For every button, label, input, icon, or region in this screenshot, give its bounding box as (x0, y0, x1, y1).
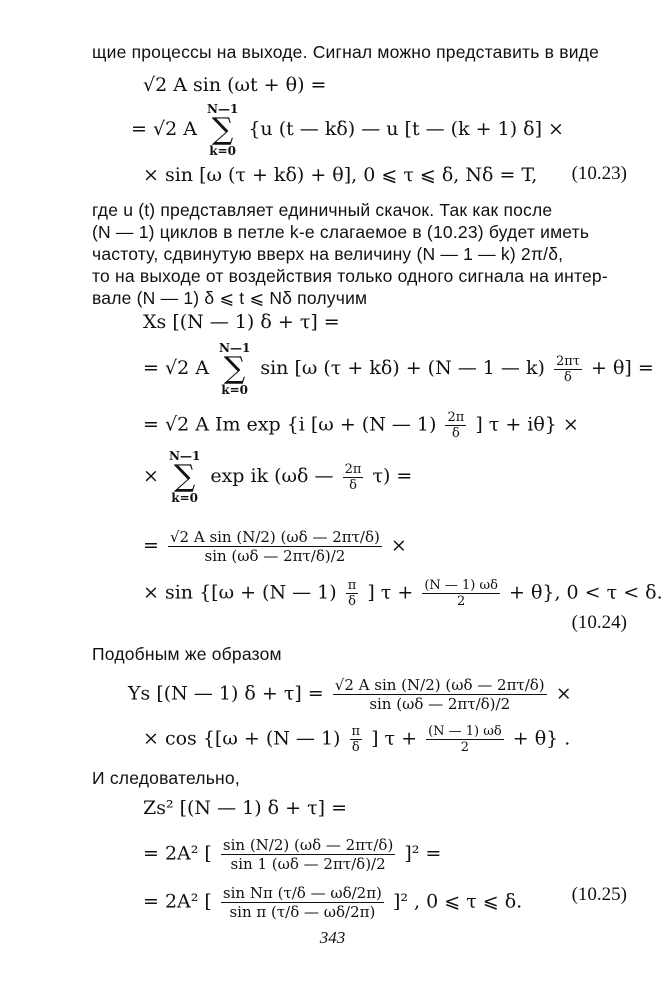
fraction-numerator: 2πτ (555, 353, 580, 369)
sum-sign: ∑ (173, 459, 196, 494)
equation-part: ] τ + (371, 727, 418, 750)
fraction-denominator: δ (348, 594, 356, 609)
equation-part: = 2A² [ (143, 890, 212, 913)
page-number: 343 (319, 928, 346, 947)
equation-part: = √2 A (143, 357, 209, 379)
equation-part: × cos {[ω + (N — 1) (143, 727, 341, 750)
fraction (445, 410, 466, 441)
equation-part: + θ] = (591, 357, 654, 379)
equation-part: × sin {[ω + (N — 1) (143, 581, 337, 604)
fraction-denominator: δ (564, 369, 572, 385)
equation-number: (10.25) (571, 884, 627, 905)
equation-line: Zs² [(N — 1) δ + τ] = (143, 797, 347, 819)
equation-line (143, 836, 441, 873)
fraction-denominator: δ (451, 426, 460, 441)
fraction-numerator: π (347, 578, 357, 593)
equation-line (143, 450, 412, 504)
fraction-denominator: sin (ωδ — 2πτ/δ)/2 (204, 547, 346, 565)
equation-number: (10.23) (571, 163, 627, 184)
equation-line (143, 528, 407, 565)
text-line: (N — 1) циклов в петле k-е слагаемое в (10.23) будет иметь (92, 222, 590, 242)
text-line: где u (t) представляет единичный скачок. Так как после (92, 200, 553, 220)
equation-part: ]² = (404, 842, 442, 865)
sum-upper-limit: N—1 (218, 341, 251, 355)
summation (207, 103, 238, 157)
equation-part: Ys [(N — 1) δ + τ] = (128, 682, 324, 705)
fraction-numerator: sin (N/2) (ωδ — 2πτ/δ) (222, 836, 394, 854)
equation-part: = √2 A (131, 118, 197, 140)
equation-part: = (143, 534, 159, 557)
fraction-denominator: 2 (460, 740, 470, 755)
fraction (168, 528, 382, 565)
sum-lower-limit: k=0 (171, 491, 198, 505)
fraction (426, 724, 504, 755)
fraction-numerator: √2 A sin (N/2) (ωδ — 2πτ/δ) (334, 676, 545, 694)
equation-part: + θ}, 0 < τ < δ. (508, 581, 663, 604)
fraction-numerator: sin Nπ (τ/δ — ωδ/2π) (222, 884, 382, 902)
fraction-numerator: (N — 1) ωδ (424, 578, 498, 593)
text-line: И следовательно, (92, 768, 240, 788)
fraction-numerator: √2 A sin (N/2) (ωδ — 2πτ/δ) (169, 528, 380, 546)
fraction (422, 578, 500, 609)
equation-line (143, 724, 570, 755)
equation-line (131, 103, 564, 157)
equation-part: exp ik (ωδ — (210, 465, 334, 487)
equation-line (143, 342, 654, 396)
fraction-denominator: δ (349, 477, 357, 493)
sum-sign: ∑ (211, 112, 234, 147)
equation-part: sin [ω (τ + kδ) + (N — 1 — k) (260, 357, 545, 379)
sum-upper-limit: N—1 (168, 449, 201, 463)
equation-line (128, 676, 572, 713)
equation-number: (10.24) (571, 612, 627, 633)
fraction-denominator: δ (351, 740, 360, 755)
text-line: вале (N — 1) δ ⩽ t ⩽ Nδ получим (92, 288, 368, 308)
equation-line: √2 A sin (ωt + θ) = (143, 74, 327, 96)
fraction (221, 836, 395, 873)
fraction-numerator: 2π (344, 461, 362, 477)
fraction-denominator: sin (ωδ — 2πτ/δ)/2 (369, 695, 511, 713)
text-line: частоту, сдвинутую вверх на величину (N — 1 — k) 2π/δ, (92, 244, 564, 264)
fraction-numerator: π (351, 724, 361, 739)
equation-part: = 2A² [ (143, 842, 212, 865)
text-line: то на выходе от воздействия только одного сигнала на интер- (92, 266, 608, 286)
fraction-denominator: sin π (τ/δ — ωδ/2π) (229, 903, 376, 921)
equation-part: + θ} . (512, 727, 571, 750)
equation-part: × (143, 465, 159, 487)
equation-part: ] τ + (367, 581, 414, 604)
sum-sign: ∑ (223, 351, 246, 386)
equation-line (143, 884, 522, 921)
text-line: Подобным же образом (92, 644, 282, 664)
fraction-denominator: 2 (456, 594, 466, 609)
fraction (343, 462, 364, 493)
equation-part: ] τ + iθ} × (475, 413, 579, 436)
fraction (221, 884, 384, 921)
summation (169, 450, 200, 504)
equation-line: × sin [ω (τ + kδ) + θ], 0 ⩽ τ ⩽ δ, Nδ = T, (143, 164, 538, 186)
equation-part: × (555, 682, 572, 705)
fraction-numerator: (N — 1) ωδ (428, 724, 502, 739)
equation-line (143, 410, 579, 441)
text-line-1: щие процессы на выходе. Сигнал можно представить в виде (92, 42, 600, 62)
summation (219, 342, 250, 396)
equation-line: Xs [(N — 1) δ + τ] = (143, 311, 340, 333)
equation-part: τ) = (372, 465, 413, 487)
sum-lower-limit: k=0 (209, 144, 236, 158)
equation-part: × (390, 534, 407, 557)
equation-line (143, 578, 663, 609)
sum-upper-limit: N—1 (206, 102, 239, 116)
fraction-denominator: sin 1 (ωδ — 2πτ/δ)/2 (230, 855, 386, 873)
equation-part: ]² , 0 ⩽ τ ⩽ δ. (392, 890, 523, 913)
fraction (554, 354, 582, 385)
equation-part: = √2 A Im exp {i [ω + (N — 1) (143, 413, 437, 436)
sum-lower-limit: k=0 (221, 383, 248, 397)
fraction-numerator: 2π (447, 410, 465, 425)
fraction (333, 676, 547, 713)
fraction (350, 724, 363, 755)
equation-part: {u (t — kδ) — u [t — (k + 1) δ] × (248, 118, 564, 140)
fraction (346, 578, 359, 609)
